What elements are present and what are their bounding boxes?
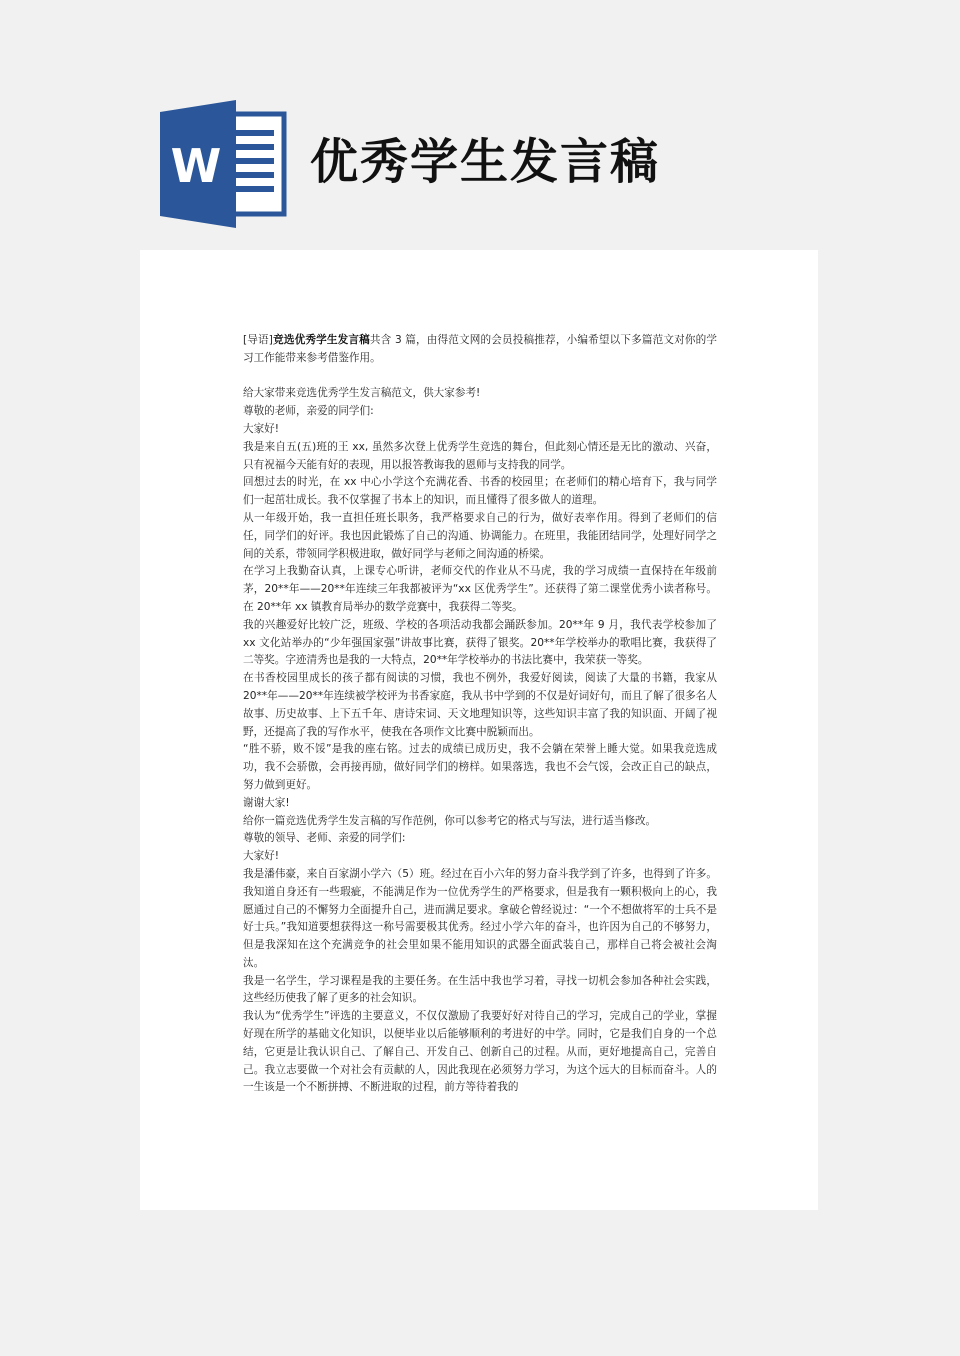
- paragraph: 尊敬的领导、老师、亲爱的同学们:: [243, 832, 406, 845]
- paragraph: 我的兴趣爱好比较广泛，班级、学校的各项活动我都会踊跃参加。20**年 9 月，我代表学校参加了 xx 文化站举办的“少年强国家强”讲故事比赛，获得了银奖。20**年学校举办的歌唱比赛，我获得了二等奖。字迹清秀也是我的一大特点，20**年学校举办的书法比赛中，我荣获一等奖。: [243, 618, 717, 667]
- paragraph: 回想过去的时光，在 xx 中心小学这个充满花香、书香的校园里；在老师们的精心培育下，我与同学们一起茁壮成长。我不仅掌握了书本上的知识，而且懂得了很多做人的道理。: [243, 476, 717, 507]
- paragraph: 给你一篇竞选优秀学生发言稿的写作范例，你可以参考它的格式与写法，进行适当修改。: [243, 814, 657, 827]
- paragraph: 我是来自五(五)班的王 xx, 虽然多次登上优秀学生竞选的舞台，但此刻心情还是无比的激动、兴奋，只有祝福今天能有好的表现，用以报答教诲我的恩师与支持我的同学。: [243, 440, 717, 471]
- paragraph: 在学习上我勤奋认真，上课专心听讲，老师交代的作业从不马虎，我的学习成绩一直保持在年级前茅，20**年——20**年连续三年我都被评为“xx 区优秀学生”。还获得了第二课堂优秀小读者称号。在 20**年 xx 镇教育局举办的数学竞赛中，我获得二等奖。: [243, 565, 717, 613]
- paragraph: 大家好!: [243, 422, 280, 435]
- paragraph: 我是一名学生，学习课程是我的主要任务。在生活中我也学习着，寻找一切机会参加各种社会实践，这些经历使我了解了更多的社会知识。: [243, 974, 717, 1005]
- paragraph: 我认为“优秀学生”评选的主要意义，不仅仅激励了我要好好对待自己的学习，完成自己的学业，掌握好现在所学的基础文化知识，以便毕业以后能够顺利的考进好的中学。同时，它是我们自身的一个总结，它更是让我认识自己、了解自己、开发自己、创新自己的过程。从而，更好地提高自己，完善自己。我立志要做一个对社会有贡献的人，因此我现在必须努力学习，为这个远大的目标而奋斗。人的一生该是一个不断拼搏、不断进取的过程，前方等待着我的: [243, 1010, 717, 1094]
- paragraph: 给大家带来竞选优秀学生发言稿范文，供大家参考!: [243, 387, 481, 400]
- paragraph: “胜不骄，败不馁”是我的座右铭。过去的成绩已成历史，我不会躺在荣誉上睡大觉。如果我竞选成功，我不会骄傲，会再接再励，做好同学们的榜样。如果落选，我也不会气馁，会改正自己的缺点，努力做到更好。: [243, 743, 717, 791]
- intro-prefix: [导语]: [243, 334, 273, 346]
- page-title: 优秀学生发言稿: [310, 134, 661, 190]
- document-page: [140, 250, 818, 1210]
- paragraph: 尊敬的老师，亲爱的同学们:: [243, 405, 374, 418]
- paragraph: 大家好!: [243, 850, 280, 863]
- paragraph: 在书香校园里成长的孩子都有阅读的习惯，我也不例外，我爱好阅读，阅读了大量的书籍，我家从 20**年——20**年连续被学校评为书香家庭，我从书中学到的不仅是好词好句，而且了解了很多名人故事、历史故事、上下五千年、唐诗宋词、天文地理知识等，这些知识丰富了我的知识面、开阔了视野，还提高了我的写作水平，使我在各项作文比赛中脱颖而出。: [243, 672, 717, 738]
- paragraph-gap: [243, 368, 717, 386]
- intro-bold: 竞选优秀学生发言稿: [272, 334, 370, 346]
- paragraph: 我是潘伟豪，来自百家湖小学六（5）班。经过在百小六年的努力奋斗我学到了许多，也得到了许多。我知道自身还有一些瑕疵，不能满足作为一位优秀学生的严格要求，但是我有一颗积极向上的心，我愿通过自己的不懈努力全面提升自己，进而满足要求。拿破仑曾经说过：“一个不想做将军的士兵不是好士兵。”我知道要想获得这一称号需要极其优秀。经过小学六年的奋斗，也许因为自己的不够努力，但是我深知在这个充满竞争的社会里如果不能用知识的武器全面武装自己，那样自己将会被社会淘汰。: [243, 867, 717, 969]
- intro-paragraph: [243, 332, 717, 368]
- word-icon-letter: W: [170, 139, 222, 193]
- paragraph: 从一年级开始，我一直担任班长职务，我严格要求自己的行为，做好表率作用。得到了老师们的信任，同学们的好评。我也因此锻炼了自己的沟通、协调能力。在班里，我能团结同学，处理好同学之间的关系，带领同学积极进取，做好同学与老师之间沟通的桥梁。: [243, 511, 717, 560]
- document-body: [243, 332, 717, 1097]
- intro-rest: 共含 3 篇，由得范文网的会员投稿推荐，小编希望以下多篇范文对你的学习工作能带来参考借鉴作用。: [243, 334, 717, 364]
- paragraph: 谢谢大家!: [243, 796, 290, 809]
- word-document-icon: [160, 100, 288, 228]
